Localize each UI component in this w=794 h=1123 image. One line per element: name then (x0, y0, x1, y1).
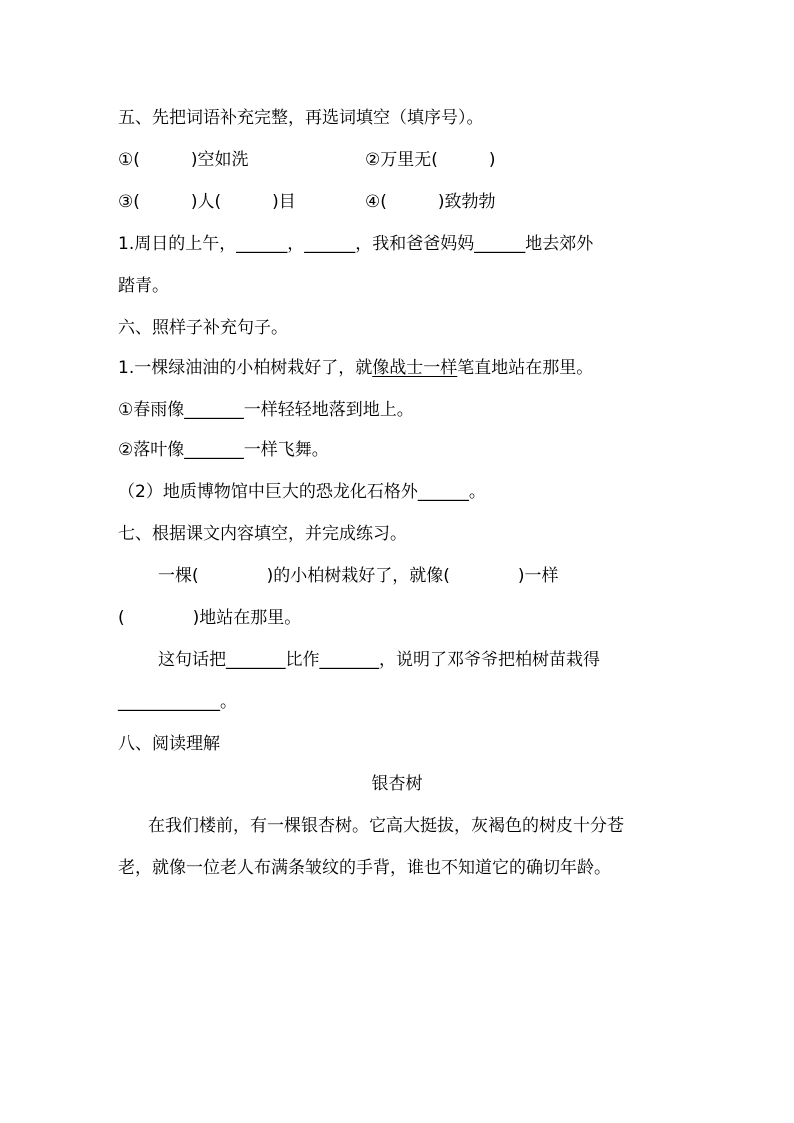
passage-fill-line-1: 一棵( )的小柏树栽好了，就像( )一样 (158, 566, 559, 586)
section-7-heading: 七、根据课文内容填空，并完成练习。 (118, 524, 407, 544)
section-8-heading: 八、阅读理解 (118, 734, 220, 754)
idiom-item-4: ④( )致勃勃 (365, 192, 496, 212)
idiom-item-2: ②万里无( ) (365, 150, 496, 170)
simile-item-2: ②落叶像_______一样飞舞。 (118, 440, 329, 460)
example-sentence-start: 1.一棵绿油油的小柏树栽好了，就 (118, 358, 373, 378)
reading-title: 银杏树 (371, 774, 423, 794)
simile-item-1: ①春雨像_______一样轻轻地落到地上。 (118, 400, 414, 420)
example-sentence-end: 笔直地站在那里。 (457, 358, 594, 378)
idiom-item-1: ①( )空如洗 (118, 150, 249, 170)
reading-paragraph-line-2: 老，就像一位老人布满条皱纹的手背，谁也不知道它的确切年龄。 (118, 858, 611, 878)
reading-paragraph-line-1: 在我们楼前，有一棵银杏树。它高大挺拔，灰褐色的树皮十分苍 (148, 816, 624, 836)
example-sentence (118, 358, 593, 378)
fill-question-1-line-1: 1.周日的上午，______，______，我和爸爸妈妈______地去郊外 (118, 234, 594, 254)
passage-fill-line-2: ( )地站在那里。 (118, 608, 302, 628)
section-6-heading: 六、照样子补充句子。 (118, 318, 288, 338)
example-sentence-underlined: 像战士一样 (372, 358, 458, 378)
idiom-item-3: ③( )人( )目 (118, 192, 296, 212)
passage-fill-line-4: ____________。 (118, 692, 237, 712)
sentence-item-2: （2）地质博物馆中巨大的恐龙化石格外______。 (118, 482, 486, 502)
fill-question-1-line-2: 踏青。 (118, 276, 169, 296)
passage-fill-line-3: 这句话把_______比作_______，说明了邓爷爷把柏树苗栽得 (158, 650, 600, 670)
section-5-heading: 五、先把词语补充完整，再选词填空（填序号）。 (118, 108, 484, 128)
